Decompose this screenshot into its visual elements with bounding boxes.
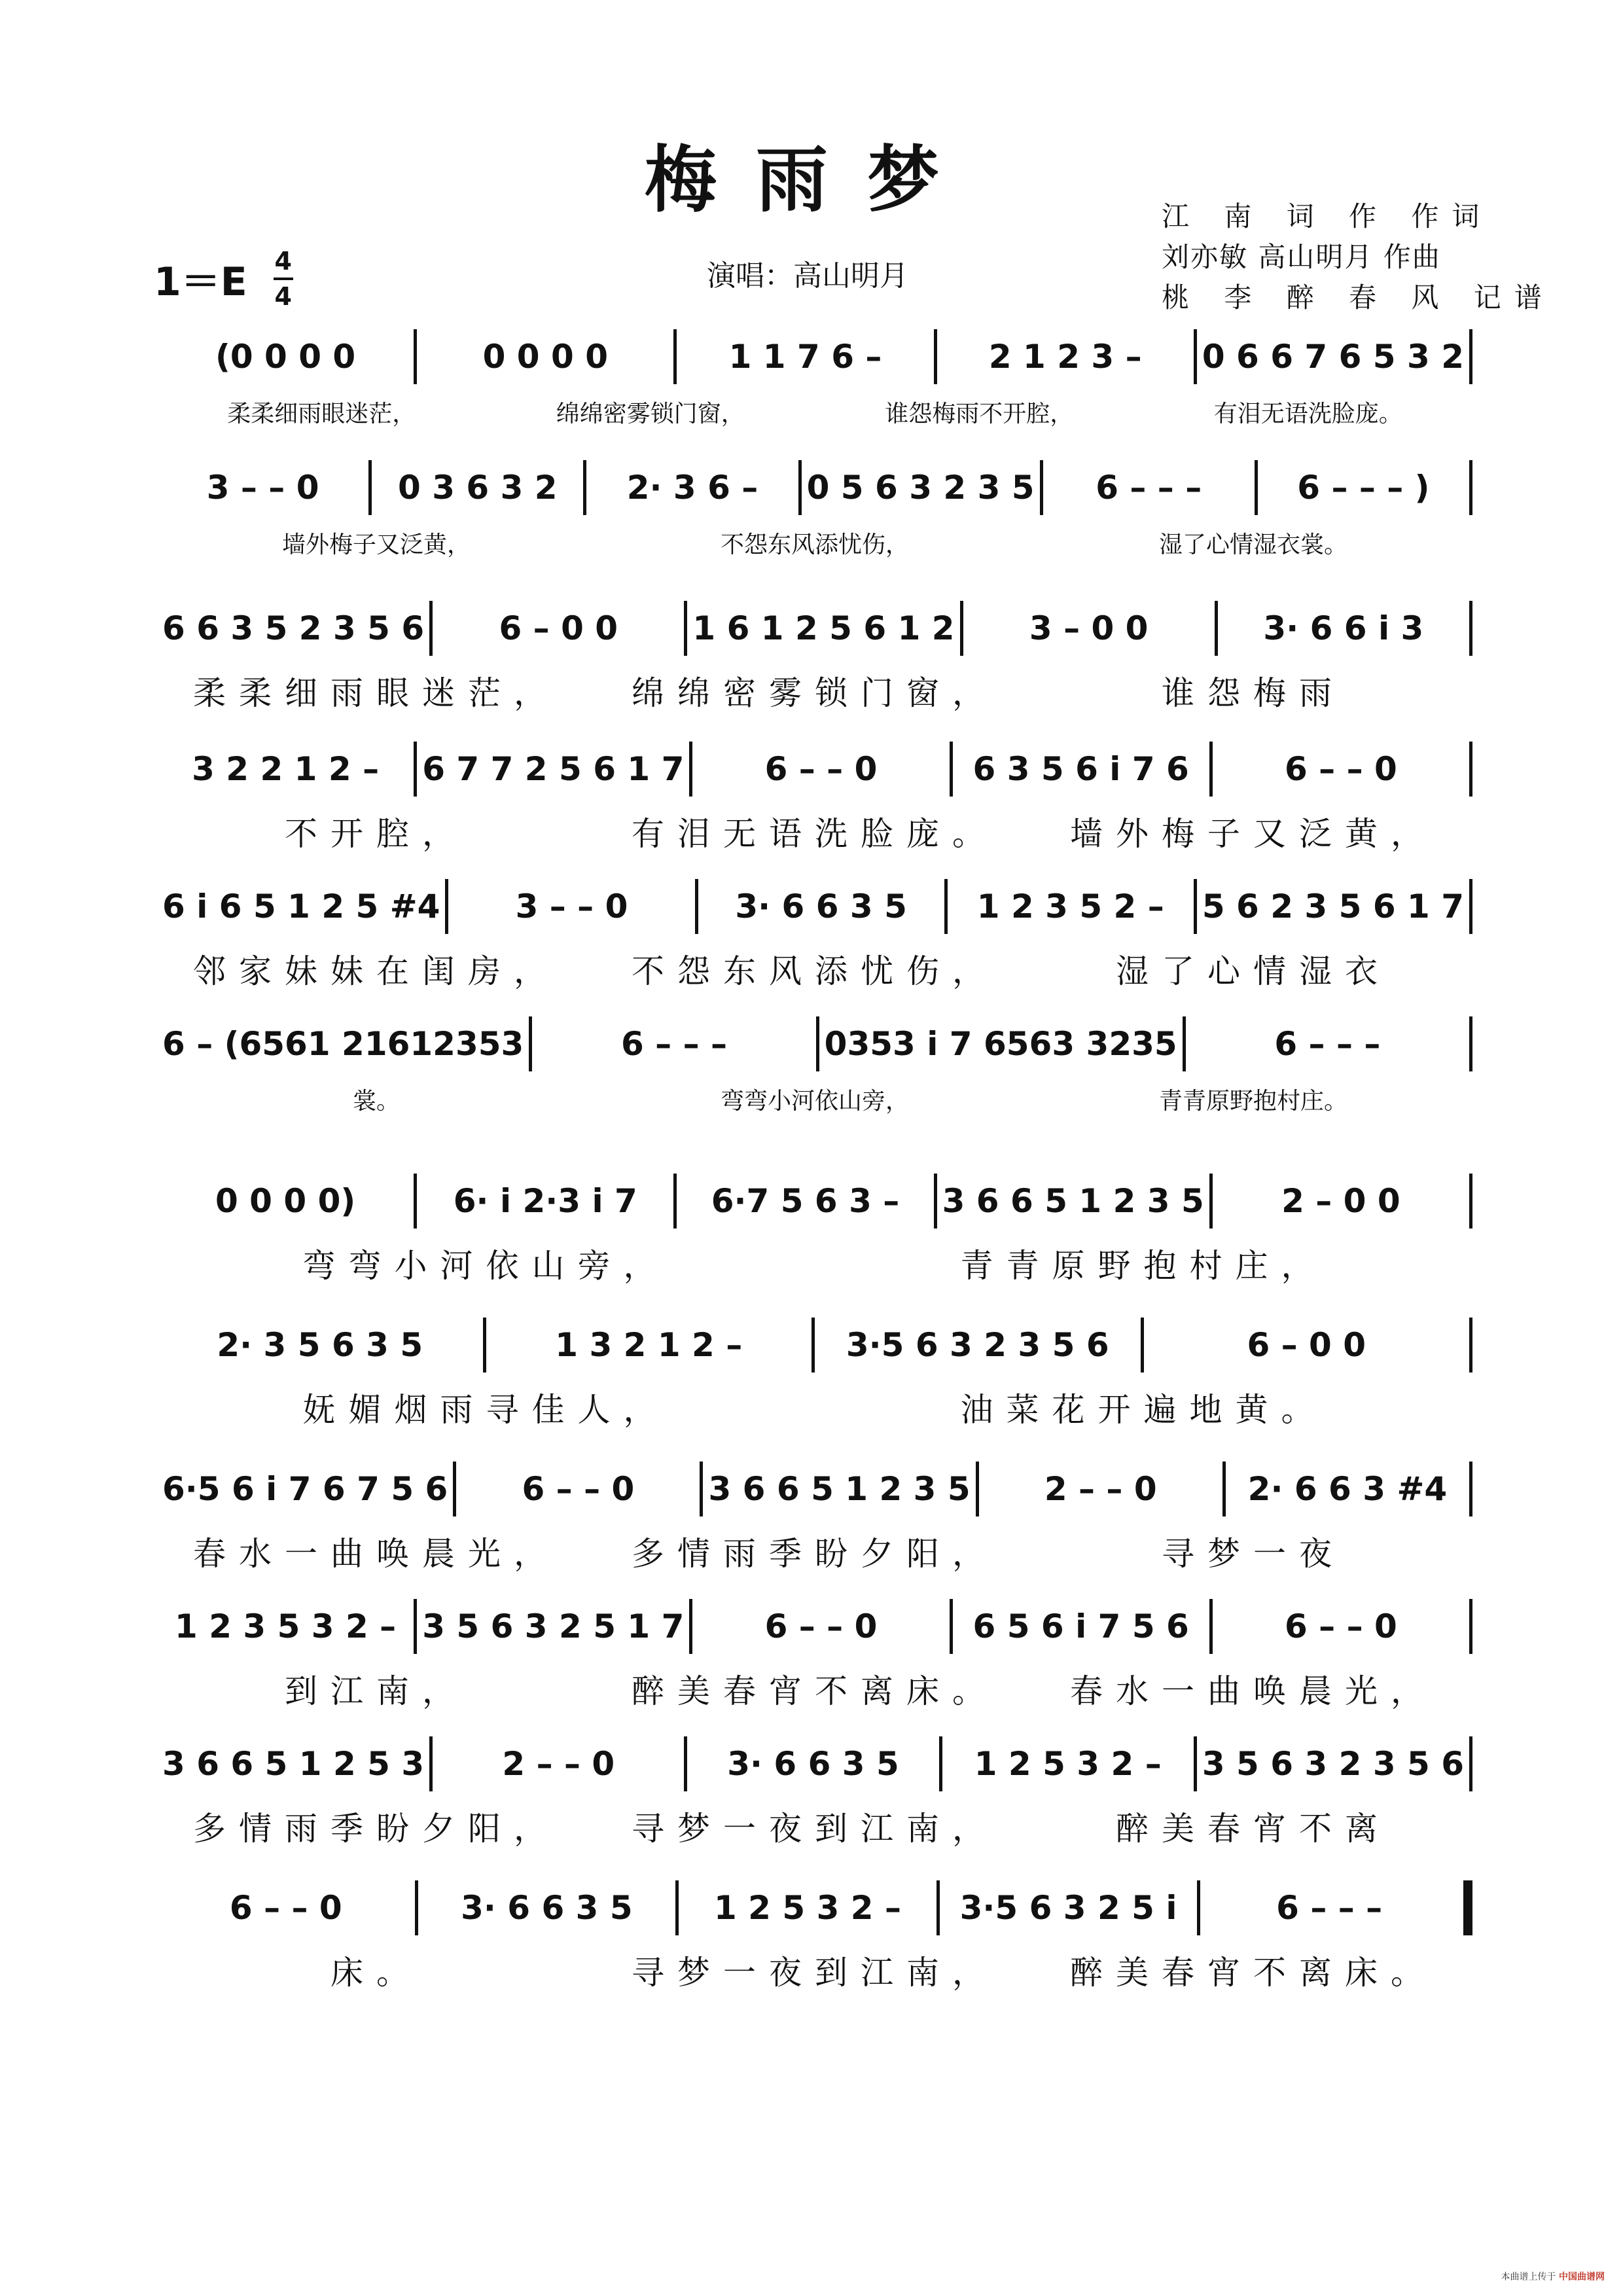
score-system bbox=[157, 458, 1472, 560]
measure: 3 6 6 5 1 2 3 5 bbox=[942, 1182, 1204, 1220]
notation-row bbox=[157, 458, 1472, 517]
measure: 0 0 0 0) bbox=[215, 1182, 356, 1220]
lyric-phrase: 床。 bbox=[330, 1954, 422, 1992]
notation-row bbox=[157, 1172, 1472, 1230]
measure: 3 6 6 5 1 2 5 3 bbox=[162, 1745, 425, 1783]
measure: 6 – (6561 21612353 bbox=[162, 1025, 524, 1063]
lyric-phrase: 柔柔细雨眼迷茫， bbox=[227, 401, 416, 427]
lyric-row bbox=[157, 395, 1472, 429]
measure: 6 – 0 0 bbox=[499, 609, 618, 647]
lyric-phrase: 到江南， bbox=[285, 1672, 468, 1710]
lyric-phrase: 醉美春宵不离 bbox=[1116, 1810, 1391, 1848]
barline bbox=[1469, 742, 1472, 797]
measure: 6 – – – bbox=[620, 1025, 727, 1063]
measure: 3· 6 6 3 5 bbox=[727, 1745, 899, 1783]
score-system bbox=[157, 1734, 1472, 1850]
score-system bbox=[157, 1597, 1472, 1712]
lyric-phrase: 弯弯小河依山旁， bbox=[302, 1247, 669, 1285]
transcriber-credit: 桃 李 醉 春 风 记谱 bbox=[1162, 281, 1555, 314]
notation-row bbox=[157, 877, 1472, 936]
notation-row bbox=[157, 1014, 1472, 1073]
barline bbox=[1469, 1174, 1472, 1229]
measure: 6 – – 0 bbox=[229, 1889, 342, 1927]
measure: 1 6 1 2 5 6 1 2 bbox=[692, 609, 955, 647]
lyric-row bbox=[157, 1240, 1472, 1287]
footer-site: 中国曲谱网 bbox=[1559, 2272, 1605, 2282]
lyric-row bbox=[157, 526, 1472, 560]
measure: 0353 i 7 6563 3235 bbox=[824, 1025, 1177, 1063]
measure: 2 – – 0 bbox=[1044, 1470, 1157, 1508]
measure: 1 2 5 3 2 – bbox=[713, 1889, 901, 1927]
composer-credit: 刘亦敏 高山明月 作曲 bbox=[1162, 241, 1441, 273]
measure: 6 7 7 2 5 6 1 7 bbox=[422, 750, 685, 788]
measure: 3 5 6 3 2 5 1 7 bbox=[422, 1607, 685, 1645]
measure: 6 i 6 5 1 2 5 #4 bbox=[162, 888, 440, 925]
measure: 3 – 0 0 bbox=[1029, 609, 1149, 647]
measure: 6 – – – bbox=[1274, 1025, 1381, 1063]
measure: 3·5 6 3 2 3 5 6 bbox=[846, 1326, 1109, 1364]
notation-row bbox=[157, 1878, 1472, 1937]
lyric-phrase: 湿了心情湿衣 bbox=[1116, 952, 1391, 990]
upload-footer bbox=[1501, 2270, 1605, 2283]
score-system bbox=[157, 1460, 1472, 1575]
lyric-phrase: 弯弯小河依山旁， bbox=[720, 1088, 909, 1115]
measure: 3 5 6 3 2 3 5 6 bbox=[1202, 1745, 1464, 1783]
lyric-phrase: 醉美春宵不离床。 bbox=[1070, 1954, 1436, 1992]
measure: 6 – – 0 bbox=[1284, 1607, 1397, 1645]
measure: 2 – – 0 bbox=[502, 1745, 615, 1783]
lyric-row bbox=[157, 1528, 1472, 1575]
measure: 0 6 6 7 6 5 3 2 bbox=[1202, 338, 1464, 376]
footer-prefix: 本曲谱上传于 bbox=[1501, 2272, 1556, 2282]
time-sig-bottom: 4 bbox=[274, 282, 292, 311]
score-system bbox=[157, 1172, 1472, 1287]
measure: 6 – – 0 bbox=[1284, 750, 1397, 788]
lyric-row bbox=[157, 667, 1472, 714]
lyric-row bbox=[157, 1083, 1472, 1116]
lyric-phrase: 多情雨季盼夕阳， bbox=[193, 1810, 560, 1848]
barline bbox=[1469, 1016, 1472, 1071]
measure: 1 1 7 6 – bbox=[728, 338, 882, 376]
notation-row bbox=[157, 599, 1472, 658]
measure: 2 – 0 0 bbox=[1281, 1182, 1400, 1220]
lyric-row bbox=[157, 945, 1472, 992]
lyric-phrase: 油菜花开遍地黄。 bbox=[960, 1391, 1327, 1429]
score-system bbox=[157, 327, 1472, 429]
credits bbox=[1162, 196, 1555, 318]
notation-row bbox=[157, 1460, 1472, 1518]
lyric-phrase: 裳。 bbox=[352, 1088, 400, 1115]
measure: (0 0 0 0 bbox=[215, 338, 356, 376]
lyric-row bbox=[157, 808, 1472, 855]
lyric-row bbox=[157, 1803, 1472, 1850]
lyric-phrase: 湿了心情湿衣裳。 bbox=[1158, 531, 1347, 558]
measure: 3· 6 6 3 5 bbox=[461, 1889, 633, 1927]
measure: 2 1 2 3 – bbox=[988, 338, 1142, 376]
measure: 3 – – 0 bbox=[515, 888, 628, 925]
lyric-phrase: 柔柔细雨眼迷茫， bbox=[193, 674, 560, 712]
lyric-phrase: 不开腔， bbox=[285, 815, 468, 853]
measure: 2· 3 6 – bbox=[626, 469, 758, 507]
lyric-phrase: 春水一曲唤晨光， bbox=[193, 1535, 560, 1573]
final-barline bbox=[1463, 1880, 1472, 1935]
score-system bbox=[157, 1878, 1472, 1994]
measure: 0 3 6 3 2 bbox=[398, 469, 558, 507]
measure: 3 – – 0 bbox=[206, 469, 319, 507]
measure: 6 – – 0 bbox=[764, 1607, 878, 1645]
measure: 2· 3 5 6 3 5 bbox=[217, 1326, 423, 1364]
lyric-phrase: 多情雨季盼夕阳， bbox=[632, 1535, 998, 1573]
measure: 6 – 0 0 bbox=[1247, 1326, 1366, 1364]
notation-row bbox=[157, 1597, 1472, 1656]
lyric-phrase: 谁怨梅雨 bbox=[1162, 674, 1345, 712]
lyric-phrase: 青青原野抱村庄。 bbox=[1158, 1088, 1347, 1115]
measure: 3 6 6 5 1 2 3 5 bbox=[708, 1470, 971, 1508]
measure: 1 2 3 5 2 – bbox=[976, 888, 1164, 925]
lyric-phrase: 墙外梅子又泛黄， bbox=[1070, 815, 1436, 853]
measure: 5 6 2 3 5 6 1 7 bbox=[1202, 888, 1465, 925]
score-system bbox=[157, 1014, 1472, 1116]
barline bbox=[1469, 1462, 1472, 1516]
key-label: 1＝E bbox=[154, 259, 247, 305]
barline bbox=[1469, 1318, 1472, 1372]
measure: 6·7 5 6 3 – bbox=[711, 1182, 900, 1220]
time-sig-top: 4 bbox=[274, 247, 292, 276]
time-signature bbox=[274, 249, 293, 309]
lyric-row bbox=[157, 1946, 1472, 1994]
measure: 2· 6 6 3 #4 bbox=[1247, 1470, 1448, 1508]
barline bbox=[1469, 601, 1472, 656]
notation-row bbox=[157, 1734, 1472, 1793]
measure: 1 2 3 5 3 2 – bbox=[175, 1607, 397, 1645]
score-system bbox=[157, 1316, 1472, 1431]
barline bbox=[1469, 1599, 1472, 1654]
measure: 1 3 2 1 2 – bbox=[555, 1326, 743, 1364]
barline bbox=[1469, 1736, 1472, 1791]
measure: 6· i 2·3 i 7 bbox=[453, 1182, 637, 1220]
song-title: 梅雨梦 bbox=[645, 137, 978, 222]
lyricist-credit: 江 南 词 作 作词 bbox=[1162, 200, 1493, 232]
lyric-phrase: 青青原野抱村庄， bbox=[960, 1247, 1327, 1285]
measure: 6 – – 0 bbox=[522, 1470, 635, 1508]
lyric-phrase: 有泪无语洗脸庞。 bbox=[632, 815, 998, 853]
measure: 6·5 6 i 7 6 7 5 6 bbox=[162, 1470, 448, 1508]
lyric-row bbox=[157, 1665, 1472, 1712]
measure: 6 6 3 5 2 3 5 6 bbox=[162, 609, 425, 647]
measure: 6 – – 0 bbox=[764, 750, 878, 788]
score-system bbox=[157, 877, 1472, 992]
lyric-phrase: 春水一曲唤晨光， bbox=[1070, 1672, 1436, 1710]
barline bbox=[1469, 329, 1472, 384]
measure: 6 – – – ) bbox=[1297, 469, 1430, 507]
measure: 1 2 5 3 2 – bbox=[974, 1745, 1162, 1783]
measure: 6 5 6 i 7 5 6 bbox=[972, 1607, 1189, 1645]
measure: 6 – – – bbox=[1096, 469, 1202, 507]
lyric-phrase: 墙外梅子又泛黄， bbox=[281, 531, 471, 558]
barline bbox=[1469, 460, 1472, 515]
score-system bbox=[157, 599, 1472, 714]
lyric-phrase: 有泪无语洗脸庞。 bbox=[1213, 401, 1402, 427]
lyric-phrase: 不怨东风添忧伤， bbox=[632, 952, 998, 990]
lyric-phrase: 妩媚烟雨寻佳人， bbox=[302, 1391, 669, 1429]
measure: 0 0 0 0 bbox=[482, 338, 608, 376]
lyric-phrase: 不怨东风添忧伤， bbox=[720, 531, 909, 558]
measure: 3· 6 6 i 3 bbox=[1263, 609, 1424, 647]
measure: 6 3 5 6 i 7 6 bbox=[972, 750, 1189, 788]
measure: 6 – – – bbox=[1276, 1889, 1383, 1927]
lyric-phrase: 寻梦一夜 bbox=[1162, 1535, 1345, 1573]
lyric-phrase: 寻梦一夜到江南， bbox=[632, 1954, 998, 1992]
singer-credit: 演唱：高山明月 bbox=[707, 259, 908, 293]
notation-row bbox=[157, 740, 1472, 798]
barline bbox=[1469, 879, 1472, 934]
lyric-row bbox=[157, 1384, 1472, 1431]
notation-row bbox=[157, 327, 1472, 386]
measure: 3 2 2 1 2 – bbox=[192, 750, 380, 788]
measure: 3·5 6 3 2 5 i bbox=[959, 1889, 1177, 1927]
key-signature bbox=[154, 249, 293, 309]
lyric-phrase: 寻梦一夜到江南， bbox=[632, 1810, 998, 1848]
lyric-phrase: 绵绵密雾锁门窗， bbox=[632, 674, 998, 712]
lyric-phrase: 绵绵密雾锁门窗， bbox=[556, 401, 745, 427]
lyric-phrase: 邻家妹妹在闺房， bbox=[193, 952, 560, 990]
lyric-phrase: 谁怨梅雨不开腔， bbox=[885, 401, 1074, 427]
notation-row bbox=[157, 1316, 1472, 1374]
lyric-phrase: 醉美春宵不离床。 bbox=[632, 1672, 998, 1710]
measure: 3· 6 6 3 5 bbox=[735, 888, 907, 925]
measure: 0 5 6 3 2 3 5 bbox=[806, 469, 1035, 507]
score-system bbox=[157, 740, 1472, 855]
